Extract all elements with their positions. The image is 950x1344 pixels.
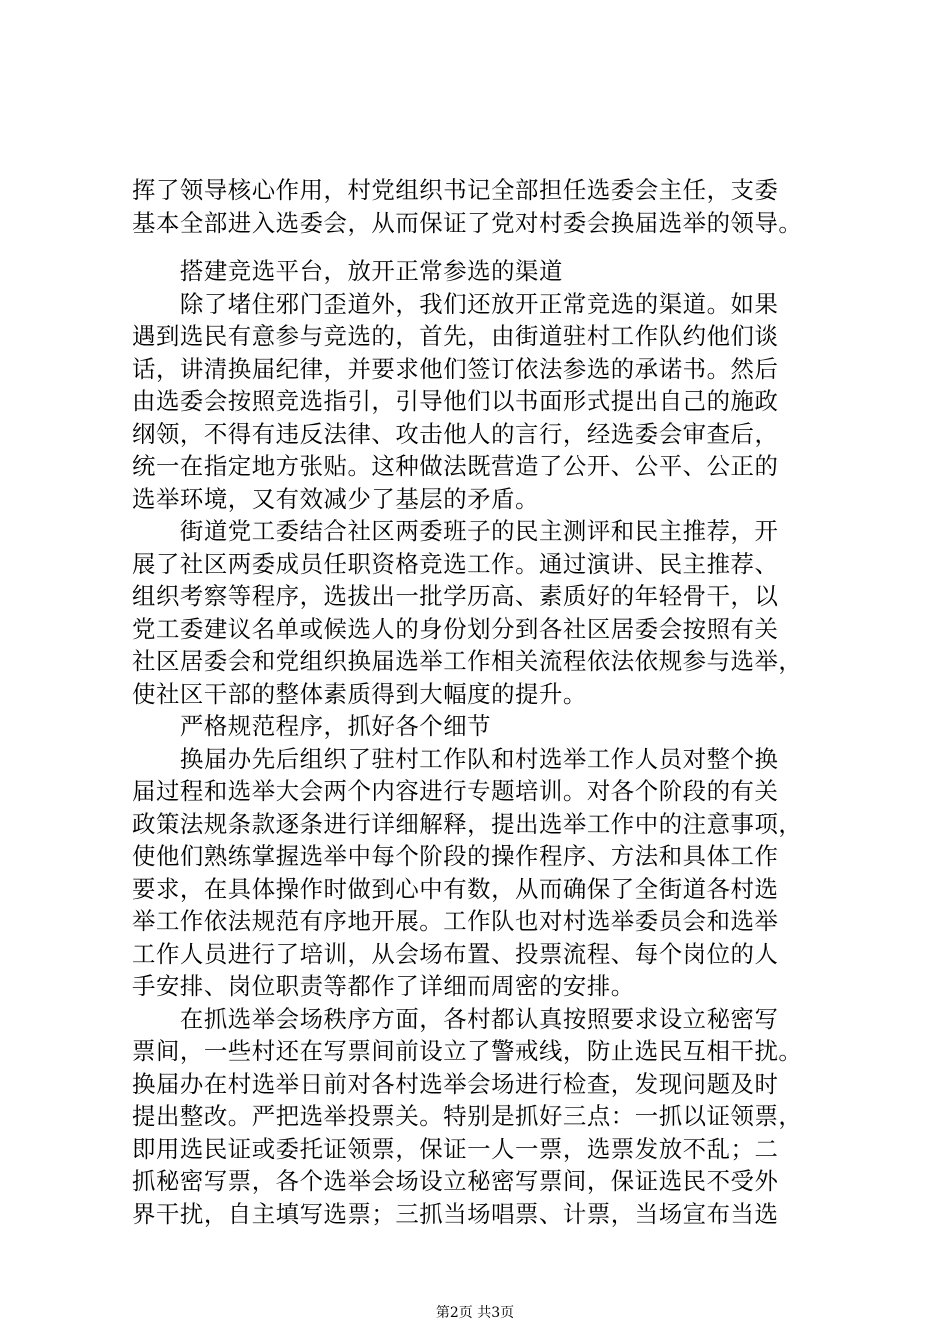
text-line: 工作人员进行了培训，从会场布置、投票流程、每个岗位的人 [132,939,779,968]
text-line: 社区居委会和党组织换届选举工作相关流程依法依规参与选举， [132,647,803,675]
text-line: 手安排、岗位职责等都作了详细而周密的安排。 [132,972,635,1000]
text-line: 由选委会按照竞选指引，引导他们以书面形式提出自己的施政 [132,387,779,415]
text-line: 使他们熟练掌握选举中每个阶段的操作程序、方法和具体工作 [132,842,779,870]
text-line: 党工委建议名单或候选人的身份划分到各社区居委会按照有关 [132,614,779,643]
text-line: 即用选民证或委托证领票，保证一人一票，选票发放不乱；二 [132,1134,779,1163]
text-line: 基本全部进入选委会，从而保证了党对村委会换届选举的领导。 [132,208,803,237]
text-line: 举工作依法规范有序地开展。工作队也对村选举委员会和选举 [132,907,779,935]
text-line: 在抓选举会场秩序方面，各村都认真按照要求设立秘密写 [132,1004,779,1033]
text-line: 街道党工委结合社区两委班子的民主测评和民主推荐，开 [132,517,779,545]
text-line: 挥了领导核心作用，村党组织书记全部担任选委会主任，支委 [132,176,779,204]
text-line: 提出整改。严把选举投票关。特别是抓好三点：一抓以证领票， [132,1102,803,1130]
paragraph-gap [132,239,850,255]
text-line: 除了堵住邪门歪道外，我们还放开正常竞选的渠道。如果 [132,289,779,318]
text-line: 选举环境，又有效减少了基层的矛盾。 [132,484,539,513]
text-line: 票间，一些村还在写票间前设立了警戒线，防止选民互相干扰。 [132,1037,803,1065]
text-line: 要求，在具体操作时做到心中有数，从而确保了全街道各村选 [132,874,779,903]
document-body [132,174,850,1230]
text-line: 使社区干部的整体素质得到大幅度的提升。 [132,679,587,708]
text-line: 换届办在村选举日前对各村选举会场进行检查，发现问题及时 [132,1069,779,1098]
text-line: 换届办先后组织了驻村工作队和村选举工作人员对整个换 [132,744,779,773]
text-line: 界干扰，自主填写选票；三抓当场唱票、计票，当场宣布当选 [132,1199,779,1228]
text-line: 话，讲清换届纪律，并要求他们签订依法参选的承诺书。然后 [132,354,779,383]
page-number-footer: 第2页 共3页 [435,1305,515,1321]
text-line: 届过程和选举大会两个内容进行专题培训。对各个阶段的有关 [132,777,779,805]
text-line: 组织考察等程序，选拔出一批学历高、素质好的年轻骨干，以 [132,582,779,610]
text-line: 纲领，不得有违反法律、攻击他人的言行，经选委会审查后， [132,419,779,448]
text-line: 抓秘密写票，各个选举会场设立秘密写票间，保证选民不受外 [132,1167,779,1195]
text-line: 政策法规条款逐条进行详细解释，提出选举工作中的注意事项， [132,809,803,838]
text-line: 统一在指定地方张贴。这种做法既营造了公开、公平、公正的 [132,452,779,480]
text-line: 展了社区两委成员任职资格竞选工作。通过演讲、民主推荐、 [132,549,779,578]
section-heading: 严格规范程序，抓好各个细节 [132,712,492,740]
text-line: 遇到选民有意参与竞选的，首先，由街道驻村工作队约他们谈 [132,322,779,350]
section-heading: 搭建竞选平台，放开正常参选的渠道 [132,257,563,285]
